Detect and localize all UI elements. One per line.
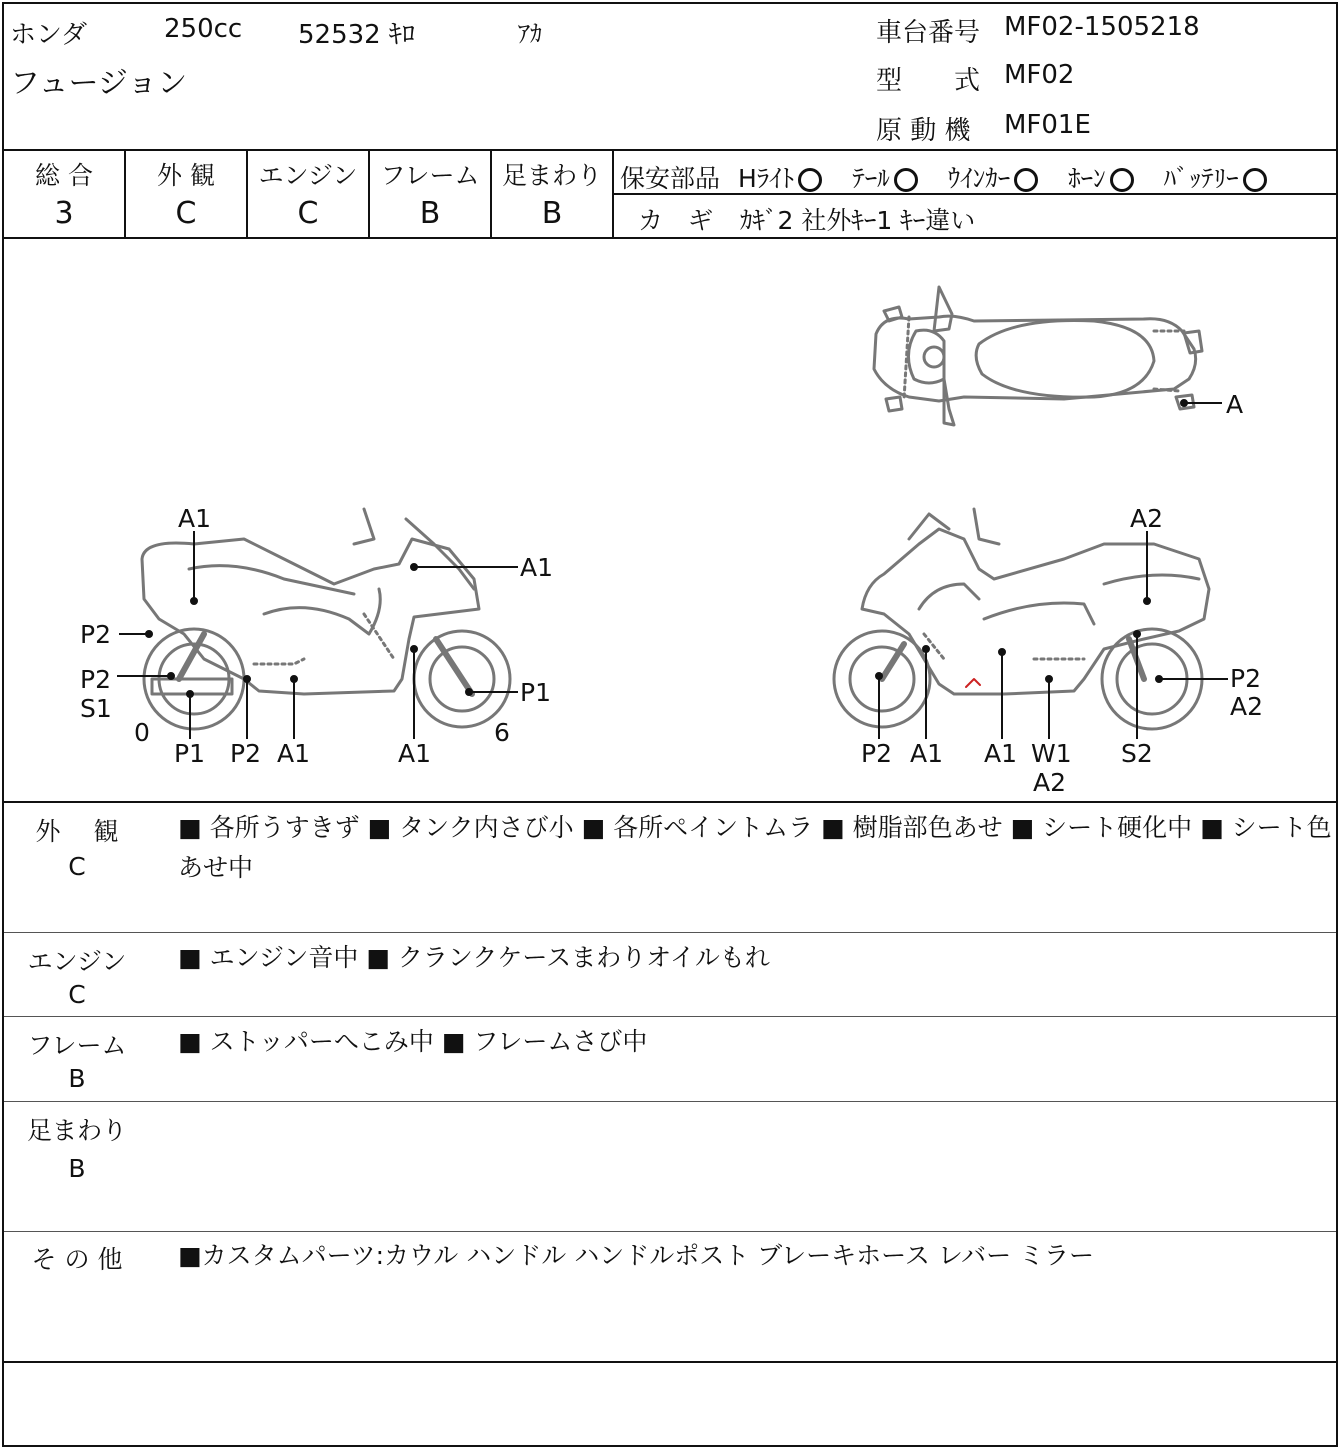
engine-value: MF01E <box>1004 110 1091 140</box>
model-name: フュージョン <box>10 66 188 101</box>
grade-exterior-value: C <box>175 196 197 231</box>
type-value: MF02 <box>1004 60 1075 90</box>
damage-label: A2 <box>1230 692 1264 721</box>
damage-label: W1 <box>1031 739 1072 768</box>
section-suspension-label: 足まわり <box>26 1116 127 1145</box>
grade-frame-value: B <box>419 196 441 231</box>
damage-label: 0 <box>134 718 150 747</box>
damage-label: P2 <box>861 739 892 768</box>
section-engine-label: エンジン <box>27 947 127 976</box>
safety-item-winker: ｳｲﾝｶｰ <box>948 164 1039 193</box>
section-frame-notes: ■ ストッパーへこみ中 ■ フレームさび中 <box>178 1027 648 1056</box>
section-frame-grade: B <box>68 1064 86 1093</box>
mileage: 52532 ｷﾛ <box>298 20 415 50</box>
damage-label: A2 <box>1033 768 1067 797</box>
damage-label: P2 <box>80 665 111 694</box>
frame-number: MF02-1505218 <box>1004 12 1200 42</box>
frame-number-label: 車台番号 <box>876 18 981 48</box>
damage-label: A1 <box>984 739 1018 768</box>
grade-frame-label: フレーム <box>380 161 480 190</box>
grade-suspension-value: B <box>541 196 563 231</box>
type-label: 型 式 <box>876 66 981 96</box>
damage-diagram <box>4 239 1336 801</box>
damage-label: A1 <box>277 739 311 768</box>
damage-label: S2 <box>1121 739 1153 768</box>
safety-item-horn: ﾎｰﾝ <box>1068 164 1134 193</box>
damage-label: P2 <box>80 620 111 649</box>
inspection-sheet <box>2 2 1338 1447</box>
engine-label: 原 動 機 <box>876 116 971 146</box>
grade-exterior-label: 外 観 <box>157 161 215 190</box>
safety-parts-label: 保安部品 <box>620 164 721 193</box>
scooter-right-view-icon <box>834 509 1209 729</box>
color: ｱｶ <box>518 20 542 48</box>
ok-circle-icon <box>798 168 822 192</box>
safety-parts-row <box>620 159 1267 195</box>
grade-overall-label: 総 合 <box>35 161 93 190</box>
safety-item-taillight: ﾃｰﾙ <box>852 164 918 193</box>
section-exterior-notes-cont: あせ中 <box>178 853 254 882</box>
grade-engine-label: エンジン <box>258 161 358 190</box>
section-exterior-grade: C <box>68 852 86 881</box>
divider <box>4 801 1336 803</box>
damage-label: A2 <box>1130 504 1164 533</box>
damage-label: A1 <box>178 504 212 533</box>
divider <box>4 1361 1336 1363</box>
section-other-notes: ■カスタムパーツ:カウル ハンドル ハンドルポスト ブレーキホース レバー ミラー <box>178 1241 1095 1270</box>
grade-overall-value: 3 <box>54 196 74 231</box>
scooter-top-view-icon <box>874 287 1202 425</box>
ok-circle-icon <box>1243 168 1267 192</box>
safety-item-battery: ﾊﾞｯﾃﾘｰ <box>1164 164 1267 193</box>
section-other-label: そ の 他 <box>31 1245 123 1274</box>
keys-value: ｶｷﾞ2 社外ｷｰ1 ｷｰ違い <box>740 206 976 235</box>
damage-label: P1 <box>520 678 551 707</box>
damage-label: A <box>1226 390 1244 419</box>
section-exterior-notes: ■ 各所うすきず ■ タンク内さび小 ■ 各所ペイントムラ ■ 樹脂部色あせ ■ シート硬化中 ■ シート色 <box>178 813 1332 842</box>
ok-circle-icon <box>1014 168 1038 192</box>
safety-item-headlight: Hﾗｲﾄ <box>738 164 822 193</box>
damage-label: A1 <box>398 739 432 768</box>
ok-circle-icon <box>894 168 918 192</box>
section-engine-notes: ■ エンジン音中 ■ クランクケースまわりオイルもれ <box>178 943 770 972</box>
section-engine-grade: C <box>68 980 86 1009</box>
grade-engine-value: C <box>297 196 319 231</box>
scooter-left-view-icon <box>142 509 510 729</box>
maker: ホンダ <box>10 20 87 50</box>
damage-label: P2 <box>1230 664 1261 693</box>
divider <box>4 149 1336 151</box>
divider <box>4 1016 1336 1017</box>
damage-label: P2 <box>230 739 261 768</box>
grade-suspension-label: 足まわり <box>501 161 602 190</box>
section-frame-label: フレーム <box>27 1031 127 1060</box>
damage-label: S1 <box>80 694 112 723</box>
divider <box>4 932 1336 933</box>
damage-label: P1 <box>174 739 205 768</box>
section-exterior-label: 外 観 <box>35 817 119 846</box>
section-suspension-grade: B <box>68 1154 86 1183</box>
divider <box>4 1101 1336 1102</box>
damage-label: 6 <box>494 718 510 747</box>
displacement: 250cc <box>164 14 243 44</box>
keys-label: カ ギ <box>638 206 714 235</box>
ok-circle-icon <box>1110 168 1134 192</box>
divider <box>4 1231 1336 1232</box>
damage-label: A1 <box>520 553 554 582</box>
damage-label: A1 <box>910 739 944 768</box>
